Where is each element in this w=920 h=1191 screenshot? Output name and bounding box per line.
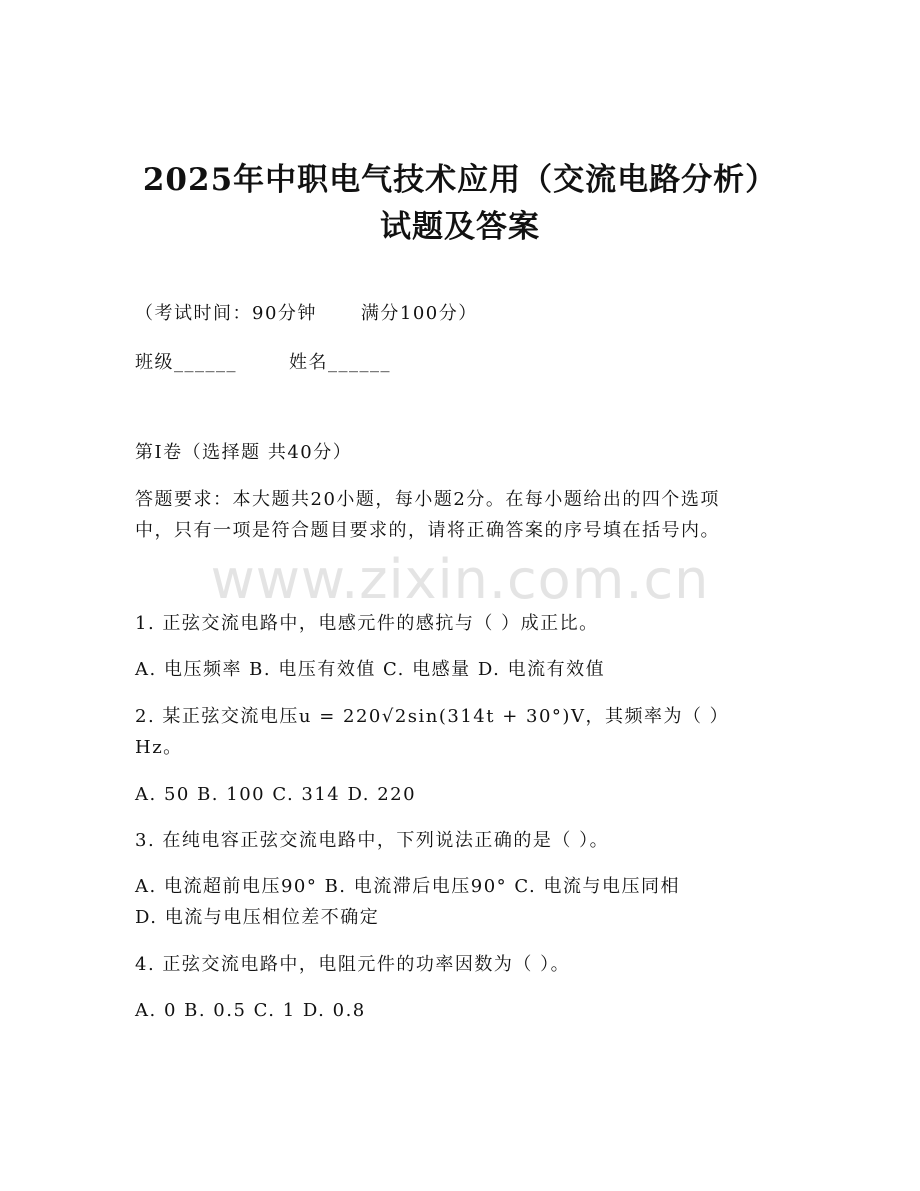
page-title-line2: 试题及答案 [380,209,540,245]
question-4-options: A. 0 B. 0.5 C. 1 D. 0.8 [135,1000,366,1021]
question-1-stem: 1. 正弦交流电路中，电感元件的感抗与（ ）成正比。 [135,613,599,634]
exam-info [135,302,478,326]
name-field: 姓名______ [289,352,391,373]
section-instructions-line2: 中，只有一项是符合题目要求的，请将正确答案的序号填在括号内。 [135,520,720,541]
section-heading: 第I卷（选择题 共40分） [135,442,353,463]
question-3-options: A. 电流超前电压90° B. 电流滞后电压90° C. 电流与电压同相 [135,876,680,897]
question-4-stem: 4. 正弦交流电路中，电阻元件的功率因数为（ ）。 [135,954,571,975]
page-title: 2025年中职电气技术应用（交流电路分析） [142,162,778,198]
question-2-stem-cont: Hz。 [135,737,183,758]
question-3-stem: 3. 在纯电容正弦交流电路中，下列说法正确的是（ ）。 [135,830,610,851]
exam-time: （考试时间：90分钟 [135,303,317,324]
class-field: 班级______ [135,352,237,373]
question-3-options-cont: D. 电流与电压相位差不确定 [135,907,380,928]
exam-score: 满分100分） [360,303,478,324]
question-2-options: A. 50 B. 100 C. 314 D. 220 [135,784,417,805]
question-2-stem: 2. 某正弦交流电压u = 220√2sin(314t + 30°)V，其频率为（ ） [135,706,730,727]
watermark: www.zixin.com.cn [210,548,710,611]
student-fields [135,351,391,375]
section-instructions-line1: 答题要求：本大题共20小题，每小题2分。在每小题给出的四个选项 [135,489,720,510]
question-1-options: A. 电压频率 B. 电压有效值 C. 电感量 D. 电流有效值 [135,659,606,680]
